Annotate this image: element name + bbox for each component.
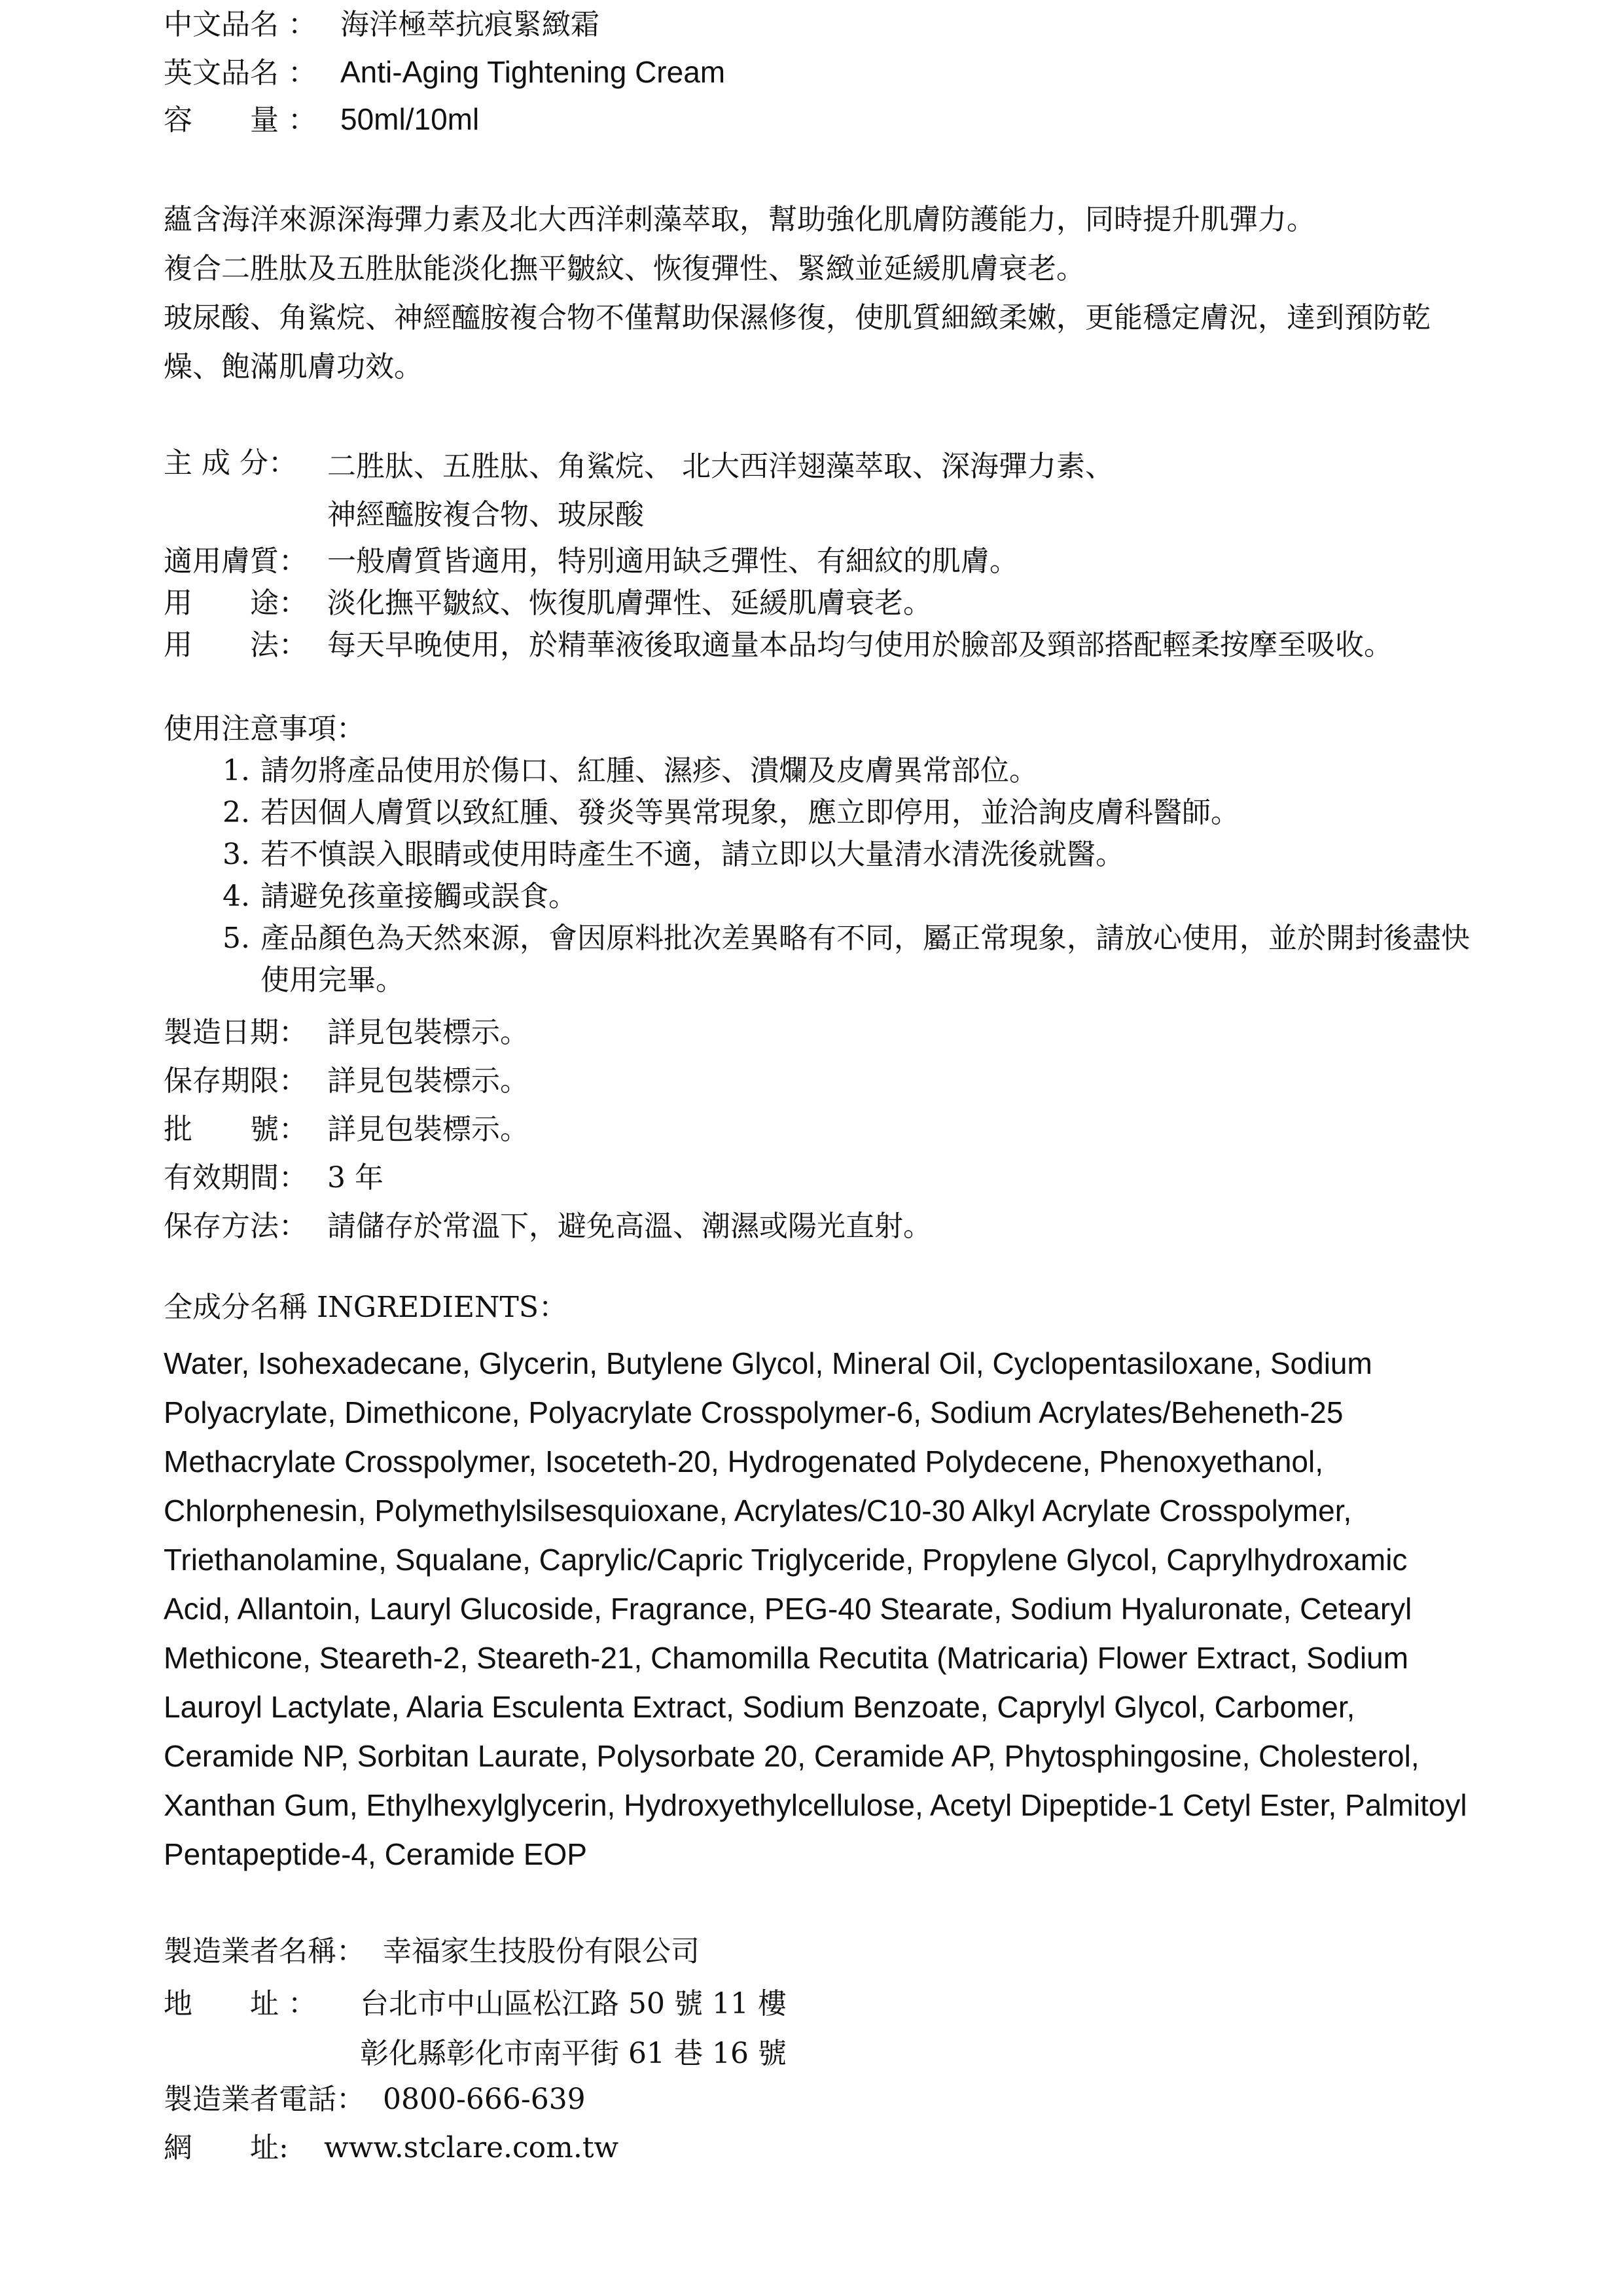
caution-text: 若因個人膚質以致紅腫、發炎等異常現象，應立即停用，並洽詢皮膚科醫師。: [260, 796, 1240, 829]
description-block: [164, 195, 1479, 391]
method-value: 每天早晚使用，於精華液後取適量本品均勻使用於臉部及頸部搭配輕柔按摩至吸收。: [327, 628, 1393, 662]
method-label: 用 法：: [164, 628, 308, 662]
cautions-title: 使用注意事項：: [164, 712, 365, 745]
expiry-value: 詳見包裝標示。: [327, 1064, 529, 1098]
caution-item: [223, 918, 1479, 1001]
caution-item: [223, 792, 1479, 834]
cn-name-row: [164, 5, 599, 45]
skin-type-label: 適用膚質：: [164, 545, 308, 578]
caution-text: 產品顏色為天然來源，會因原料批次差異略有不同，屬正常現象，請放心使用，並於開封後盡快使用完畢。: [260, 922, 1470, 997]
usage-value: 淡化撫平皺紋、恢復肌膚彈性、延緩肌膚衰老。: [327, 586, 932, 620]
storage-label: 保存方法：: [164, 1210, 308, 1243]
description-line: 蘊含海洋來源深海彈力素及北大西洋刺藻萃取，幫助強化肌膚防護能力，同時提升肌彈力。: [164, 203, 1315, 236]
caution-item: [223, 876, 1479, 918]
phone-label: 製造業者電話：: [164, 2083, 365, 2116]
mfg-date-label: 製造日期：: [164, 1016, 308, 1049]
caution-item: [223, 834, 1479, 876]
website-field: [164, 2127, 1479, 2169]
main-ingredients-line2: 神經醯胺複合物、玻尿酸: [327, 498, 644, 531]
en-name-value: Anti-Aging Tightening Cream: [340, 55, 726, 89]
address-field: [164, 1979, 1479, 2079]
main-ingredients-field: [164, 442, 1479, 539]
address-label: 地 址 ：: [164, 1987, 317, 2020]
caution-text: 若不慎誤入眼睛或使用時產生不適，請立即以大量清水清洗後就醫。: [260, 838, 1124, 871]
description-line: 玻尿酸、角鯊烷、神經醯胺複合物不僅幫助保濕修復，使肌質細緻柔嫩，更能穩定膚況，達到預防乾燥、飽滿肌膚功效。: [164, 301, 1431, 384]
caution-number: 3.: [223, 838, 250, 871]
volume-row: [164, 99, 479, 140]
storage-value: 請儲存於常溫下，避免高溫、潮濕或陽光直射。: [327, 1210, 932, 1243]
volume-value: 50ml/10ml: [340, 102, 480, 136]
caution-number: 4.: [223, 880, 250, 913]
caution-text: 請避免孩童接觸或誤食。: [260, 880, 577, 913]
batch-value: 詳見包裝標示。: [327, 1113, 529, 1146]
volume-label: 容 量 ：: [164, 103, 317, 137]
skin-type-field: [164, 541, 1479, 583]
website-label: 網 址:: [164, 2131, 289, 2164]
manufacturer-name-value: 幸福家生技股份有限公司: [383, 1935, 700, 1968]
shelf-life-value: 3 年: [327, 1161, 383, 1194]
method-field: [164, 624, 1479, 666]
main-ingredients-label: 主 成 分：: [164, 446, 297, 480]
address-line1: 台北市中山區松江路 50 號 11 樓: [360, 1987, 787, 2020]
phone-value: 0800-666-639: [383, 2083, 586, 2116]
phone-field: [164, 2079, 1479, 2121]
main-ingredients-line1: 二胜肽、五胜肽、角鯊烷、 北大西洋翅藻萃取、深海彈力素、: [327, 450, 1114, 483]
batch-field: [164, 1109, 1479, 1151]
usage-field: [164, 583, 1479, 624]
en-name-row: [164, 52, 725, 93]
caution-text: 請勿將產品使用於傷口、紅腫、濕疹、潰爛及皮膚異常部位。: [260, 754, 1038, 787]
manufacturer-name-field: [164, 1931, 1479, 1973]
cn-name-label: 中文品名 ：: [164, 8, 317, 41]
mfg-date-field: [164, 1012, 1479, 1054]
caution-number: 5.: [223, 922, 250, 955]
caution-number: 1.: [223, 754, 250, 787]
shelf-life-label: 有效期間：: [164, 1161, 308, 1194]
skin-type-value: 一般膚質皆適用，特別適用缺乏彈性、有細紋的肌膚。: [327, 545, 1018, 578]
expiry-field: [164, 1060, 1479, 1102]
shelf-life-field: [164, 1157, 1479, 1199]
description-line: 複合二胜肽及五胜肽能淡化撫平皺紋、恢復彈性、緊緻並延緩肌膚衰老。: [164, 252, 1085, 285]
caution-number: 2.: [223, 796, 250, 829]
ingredients-list: Water, Isohexadecane, Glycerin, Butylene Glycol, Mineral Oil, Cyclopentasiloxane, Sodium Polyacrylate, Dimethicone, Polyacrylate Crosspolymer-6, Sodium Acrylates/Beheneth-25 Methacrylate Crosspolymer, Isoceteth-20, Hydrogenated Polydecene, Phenoxyethanol, Chlorphenesin, Polymethylsilsesquioxane, Acrylates/C10-30 Alkyl Acrylate Crosspolymer, Triethanolamine, Squalane, Caprylic/Capric Triglyceride, Propylene Glycol, Caprylhydroxamic Acid, Allantoin, Lauryl Glucoside, Fragrance, PEG-40 Stearate, Sodium Hyaluronate, Cetearyl Methicone, Steareth-2, Steareth-21, Chamomilla Recutita (Matricaria) Flower Extract, Sodium Lauroyl Lactylate, Alaria Esculenta Extract, Sodium Benzoate, Caprylyl Glycol, Carbomer, Ceramide NP, Sorbitan Laurate, Polysorbate 20, Ceramide AP, Phytosphingosine, Cholesterol, Xanthan Gum, Ethylhexylglycerin, Hydroxyethylcellulose, Acetyl Dipeptide-1 Cetyl Ester, Palmitoyl Pentapeptide-4, Ceramide EOP: [164, 1346, 1467, 1871]
batch-label: 批 號：: [164, 1113, 308, 1146]
ingredients-title: 全成分名稱 INGREDIENTS：: [164, 1291, 568, 1324]
storage-field: [164, 1206, 1479, 1247]
usage-label: 用 途：: [164, 586, 308, 620]
address-line2: 彰化縣彰化市南平街 61 巷 16 號: [360, 2037, 787, 2070]
expiry-label: 保存期限：: [164, 1064, 308, 1098]
mfg-date-value: 詳見包裝標示。: [327, 1016, 529, 1049]
en-name-label: 英文品名 ：: [164, 56, 317, 90]
website-link[interactable]: www.stclare.com.tw: [324, 2131, 619, 2164]
caution-item: [223, 750, 1479, 792]
cn-name-value: 海洋極萃抗痕緊緻霜: [340, 8, 599, 41]
manufacturer-name-label: 製造業者名稱：: [164, 1935, 365, 1968]
